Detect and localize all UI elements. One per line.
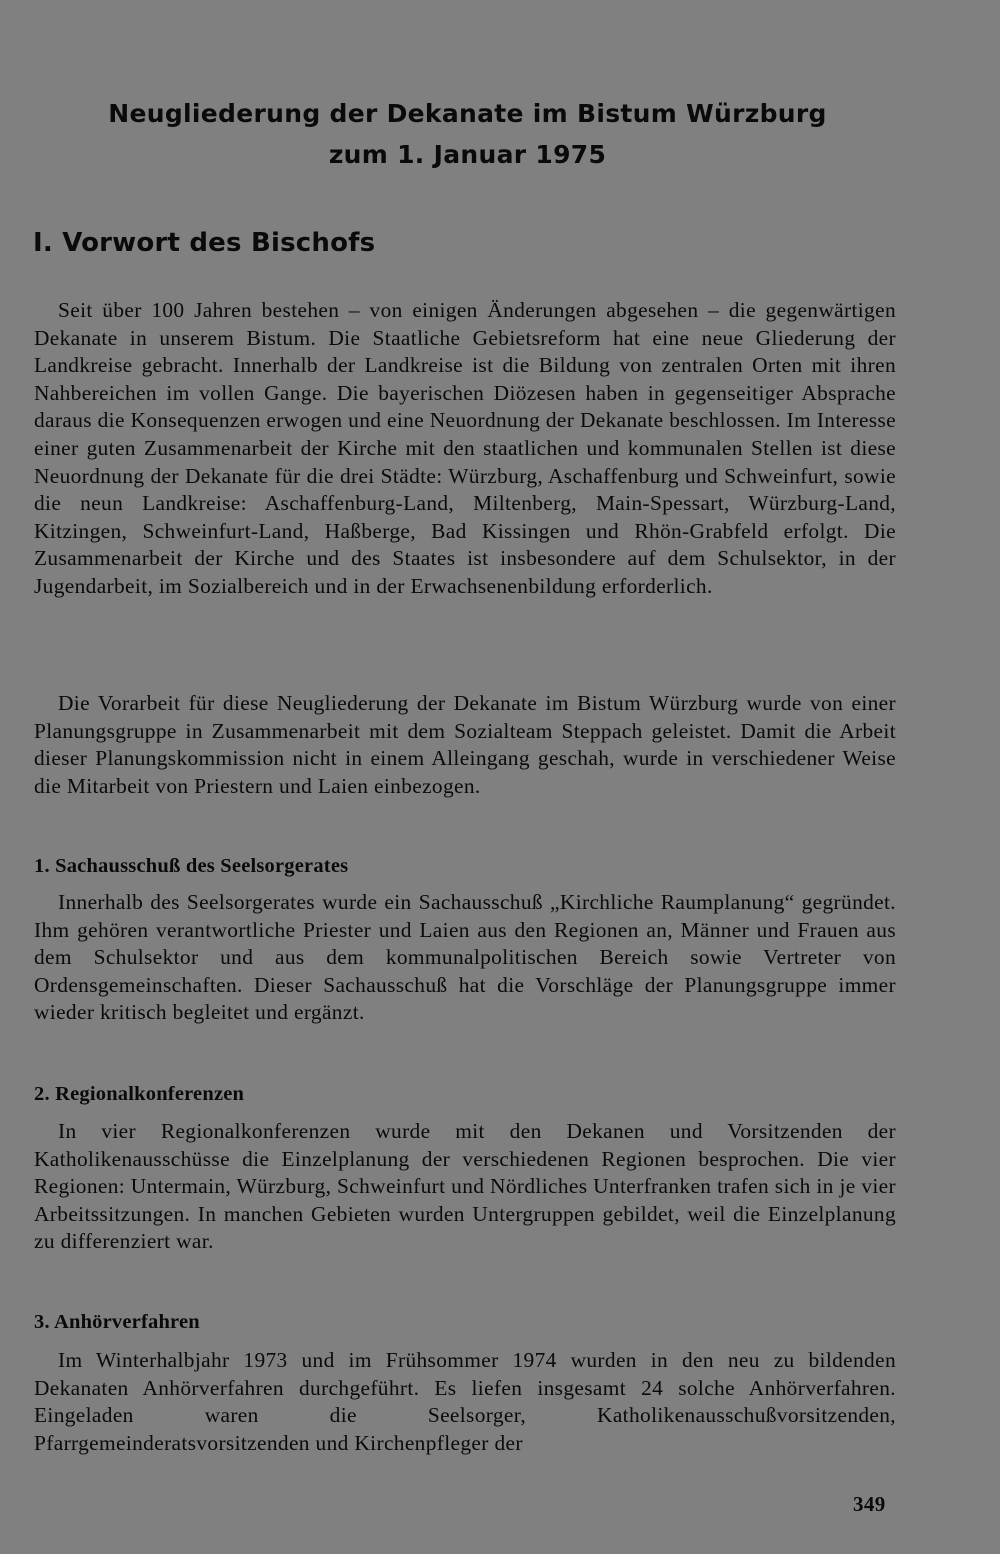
subsection-heading-2: 2. Regionalkonferenzen	[34, 1083, 245, 1105]
subsection-text-1: Innerhalb des Seelsorgerates wurde ein Sachausschuß „Kirchliche Raumplanung“ gegründet. Ihm gehören verantwortliche Priester und Laien aus den Regionen an, Männer und Frauen aus dem Schulsektor und aus dem kommunalpolitischen Bereich sowie Vertreter von Ordensgemeinschaften. Dieser Sachausschuß hat die Vorschläge der Planungsgruppe immer wieder kritisch begleitet und ergänzt.	[34, 890, 896, 1025]
paragraph-intro: Seit über 100 Jahren bestehen – von einigen Änderungen abgesehen – die gegenwärtigen Dekanate in unserem Bistum. Die Staatliche Gebietsreform hat eine neue Gliederung der Landkreise gebracht. Innerhalb der Landkreise ist die Bildung von zentralen Orten mit ihren Nahbereichen im vollen Gange. Die bayerischen Diözesen haben in gegenseitiger Absprache daraus die Konsequenzen erwogen und eine Neuordnung der Dekanate beschlossen. Im Interesse einer guten Zusammenarbeit der Kirche mit den staatlichen und kommunalen Stellen ist diese Neuordnung der Dekanate für die drei Städte: Würzburg, Aschaffenburg und Schweinfurt, sowie die neun Landkreise: Aschaffenburg-Land, Miltenberg, Main-Spessart, Würzburg-Land, Kitzingen, Schweinfurt-Land, Haßberge, Bad Kissingen und Rhön-Grabfeld erfolgt. Die Zusammenarbeit der Kirche und des Staates ist insbesondere auf dem Schulsektor, in der Jugendarbeit, im Sozialbereich und in der Erwachsenenbildung erforderlich.	[34, 298, 896, 598]
subsection-text-2: In vier Regionalkonferenzen wurde mit den Dekanen und Vorsitzenden der Katholikenausschüsse die Einzelplanung der verschiedenen Regionen besprochen. Die vier Regionen: Untermain, Würzburg, Schweinfurt und Nördliches Unterfranken trafen sich in je vier Arbeitssitzungen. In manchen Gebieten wurden Untergruppen gebildet, weil die Einzelplanung zu differenziert war.	[34, 1119, 896, 1254]
subsection-heading-1: 1. Sachausschuß des Seelsorgerates	[34, 855, 349, 877]
paragraph-preparation: Die Vorarbeit für diese Neugliederung der Dekanate im Bistum Würzburg wurde von einer Planungsgruppe in Zusammenarbeit mit dem Sozialteam Steppach geleistet. Damit die Arbeit dieser Planungskommission nicht in einem Alleingang geschah, wurde in verschiedener Weise die Mitarbeit von Priestern und Laien einbezogen.	[34, 691, 896, 798]
document-title-line-1: Neugliederung der Dekanate im Bistum Würzburg	[108, 99, 827, 128]
page-number: 349	[853, 1492, 886, 1516]
section-heading: I. Vorwort des Bischofs	[33, 228, 376, 258]
subsection-text-3: Im Winterhalbjahr 1973 und im Frühsommer 1974 wurden in den neu zu bildenden Dekanaten Anhörverfahren durchgeführt. Es liefen insgesamt 24 solche Anhörverfahren. Eingeladen waren die Seelsorger, Katholikenausschußvorsitzenden, Pfarrgemeinderatsvorsitzenden und Kirchenpfleger der	[34, 1348, 896, 1455]
document-title-line-2: zum 1. Januar 1975	[328, 140, 607, 169]
subsection-heading-3: 3. Anhörverfahren	[34, 1311, 200, 1333]
